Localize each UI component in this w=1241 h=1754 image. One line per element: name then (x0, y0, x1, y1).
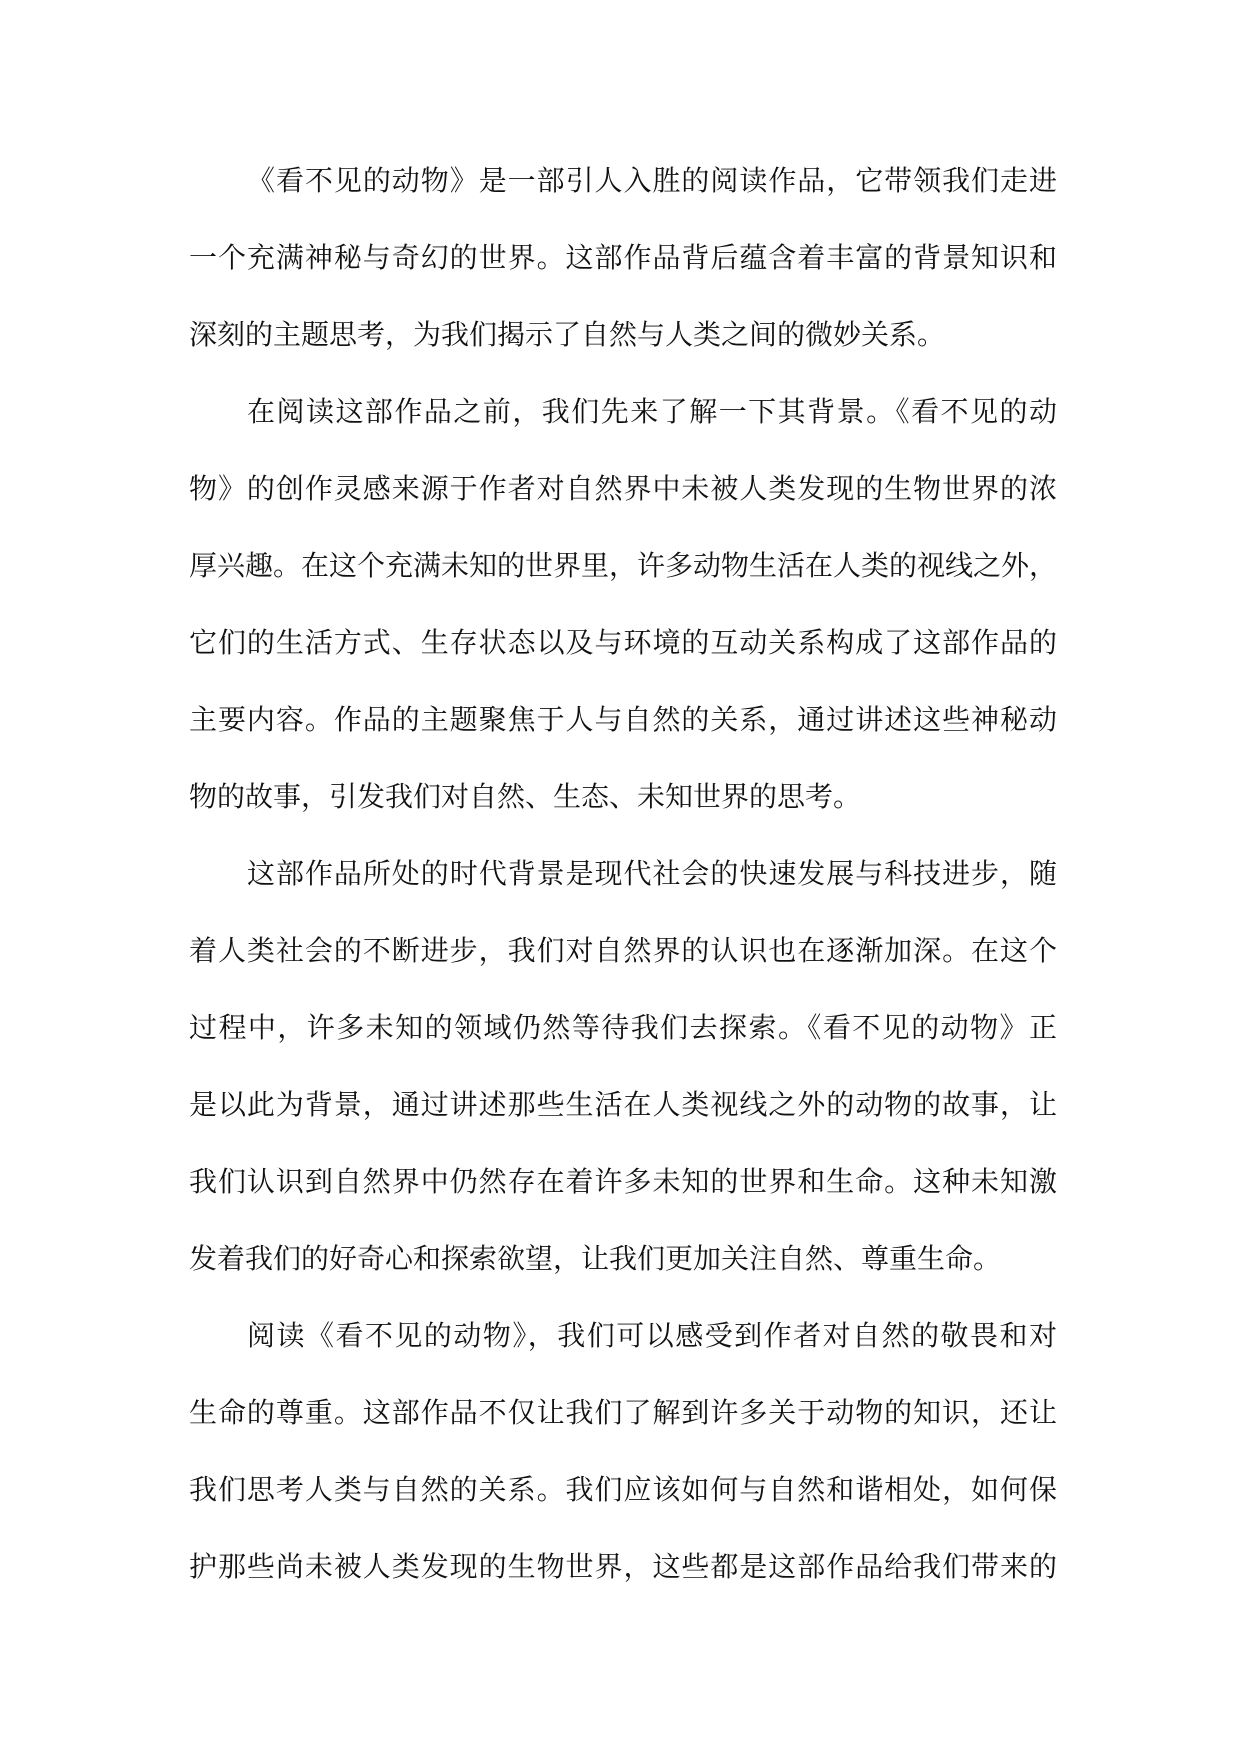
paragraph-3-line-6: 发着我们的好奇心和探索欲望，让我们更加关注自然、尊重生命。 (189, 1242, 1002, 1275)
paragraph-2-line-4: 它们的生活方式、生存状态以及与环境的互动关系构成了这部作品的 (189, 626, 1057, 659)
paragraph-1-line-2: 一个充满神秘与奇幻的世界。这部作品背后蕴含着丰富的背景知识和 (189, 241, 1057, 274)
paragraph-4-line-2: 生命的尊重。这部作品不仅让我们了解到许多关于动物的知识，还让 (189, 1396, 1057, 1429)
paragraph-1-line-3: 深刻的主题思考，为我们揭示了自然与人类之间的微妙关系。 (189, 318, 946, 351)
paragraph-3-line-2: 着人类社会的不断进步，我们对自然界的认识也在逐渐加深。在这个 (189, 934, 1057, 967)
paragraph-2-line-5: 主要内容。作品的主题聚焦于人与自然的关系，通过讲述这些神秘动 (189, 703, 1057, 736)
paragraph-3-line-4: 是以此为背景，通过讲述那些生活在人类视线之外的动物的故事，让 (189, 1088, 1057, 1121)
body-text (189, 142, 1057, 1605)
paragraph-3-line-5: 我们认识到自然界中仍然存在着许多未知的世界和生命。这种未知激 (189, 1165, 1057, 1198)
paragraph-4-line-3: 我们思考人类与自然的关系。我们应该如何与自然和谐相处，如何保 (189, 1473, 1057, 1506)
paragraph-4-line-4: 护那些尚未被人类发现的生物世界，这些都是这部作品给我们带来的 (189, 1550, 1057, 1583)
paragraph-1-line-1: 《看不见的动物》是一部引人入胜的阅读作品，它带领我们走进 (247, 164, 1057, 197)
paragraph-3-line-3: 过程中，许多未知的领域仍然等待我们去探索。《看不见的动物》正 (189, 1011, 1057, 1044)
paragraph-2-line-2: 物》的创作灵感来源于作者对自然界中未被人类发现的生物世界的浓 (189, 472, 1057, 505)
paragraph-2-line-1: 在阅读这部作品之前，我们先来了解一下其背景。《看不见的动 (247, 395, 1057, 428)
paragraph-2-line-3: 厚兴趣。在这个充满未知的世界里，许多动物生活在人类的视线之外， (189, 549, 1057, 582)
paragraph-2-line-6: 物的故事，引发我们对自然、生态、未知世界的思考。 (189, 780, 862, 813)
paragraph-4-line-1: 阅读《看不见的动物》，我们可以感受到作者对自然的敬畏和对 (247, 1319, 1057, 1352)
paragraph-3-line-1: 这部作品所处的时代背景是现代社会的快速发展与科技进步，随 (247, 857, 1057, 890)
